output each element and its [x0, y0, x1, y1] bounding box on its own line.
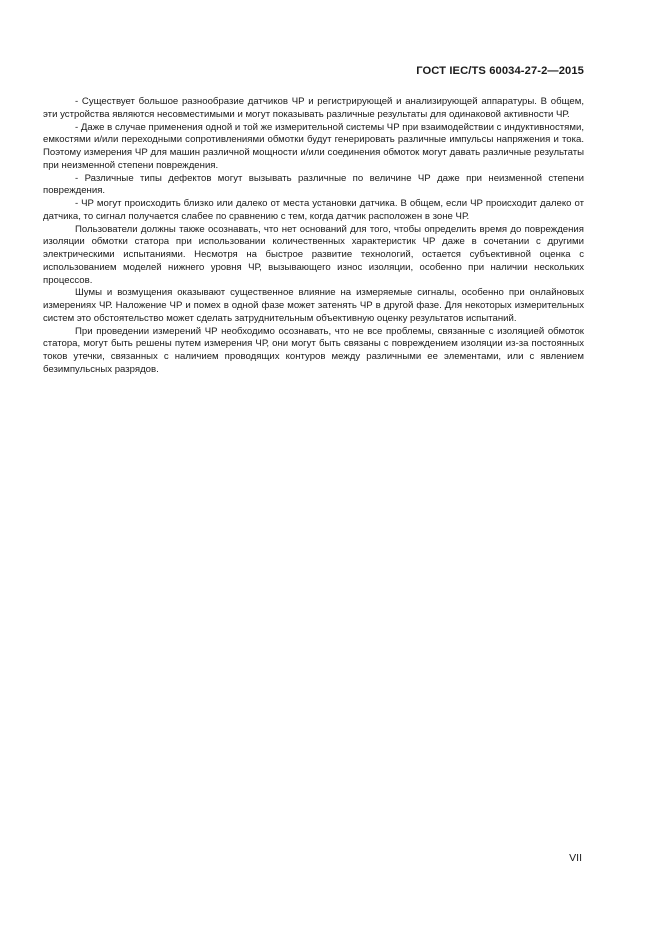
paragraph-defect-types: - Различные типы дефектов могут вызывать различные по величине ЧР даже при неизменной степени повреждения. — [43, 172, 584, 197]
paragraph-same-system: - Даже в случае применения одной и той же измерительной системы ЧР при взаимодействии с индуктивностями, емкостями и/или переходными сопротивлениями обмотки будут генерировать различные импульсы напряжения и тока. Поэтому измерения ЧР для машин различной мощности и/или соединения обмоток могут давать различные результаты при неизменной степени повреждения. — [43, 121, 584, 171]
paragraph-sensor-variety: - Существует большое разнообразие датчиков ЧР и регистрирующей и анализирующей аппаратуры. В общем, эти устройства являются несовместимыми и могут показывать различные результаты для одинаковой активности ЧР. — [43, 96, 584, 120]
document-body — [43, 96, 584, 377]
paragraph-noise: Шумы и возмущения оказывают существенное влияние на измеряемые сигналы, особенно при онлайновых измерениях ЧР. Наложение ЧР и помех в одной фазе может затенять ЧР в другой фазе. Для некоторых измерительных систем это обстоятельство может сделать затруднительным объективную оценку результатов испытаний. — [43, 287, 584, 324]
paragraph-distance: - ЧР могут происходить близко или далеко от места установки датчика. В общем, если ЧР происходит далеко от датчика, то сигнал получается слабее по сравнению с тем, когда датчик расположен в зоне ЧР. — [43, 198, 584, 222]
document-header: ГОСТ IEC/TS 60034-27-2—2015 — [416, 65, 584, 77]
paragraph-users-awareness: Пользователи должны также осознавать, что нет оснований для того, чтобы определить время до повреждения изоляции обмотки статора при использовании количественных характеристик ЧР даже в сочетании с другими электрическими испытаниями. Несмотря на быстрое развитие технологий, остается субъективной оценка с использованием моделей нижнего уровня ЧР, вызывающего износ изоляции, особенно при наличии нескольких процессов. — [43, 223, 584, 286]
paragraph-limitations: При проведении измерений ЧР необходимо осознавать, что не все проблемы, связанные с изоляцией обмоток статора, могут быть решены путем измерения ЧР, они могут быть связаны с повреждением изоляции из-за постоянных токов утечки, связанных с наличием проводящих контуров между различными ее элементами, или с явлением безимпульсных разрядов. — [43, 325, 584, 375]
page-number: VII — [569, 852, 582, 864]
